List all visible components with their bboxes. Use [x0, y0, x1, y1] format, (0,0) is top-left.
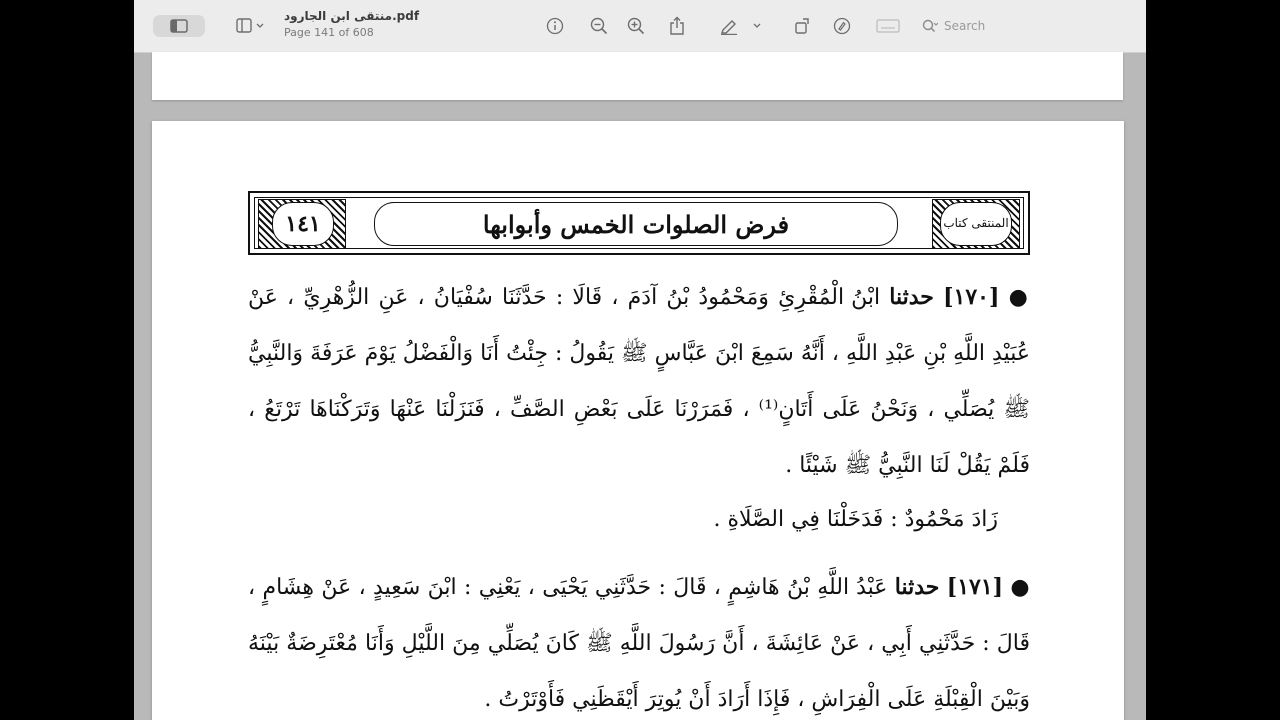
search-placeholder: Search	[944, 19, 986, 33]
share-button[interactable]	[666, 15, 688, 37]
rotate-button[interactable]	[791, 16, 813, 36]
toolbar	[134, 0, 1146, 53]
hadith-text: ابْنُ الْمُقْرِئِ وَمَحْمُودُ بْنُ آدَمَ ، قَالَا : حَدَّثَنَا سُفْيَانُ ، عَنِ الزُّهْرِيِّ ، عَنْ عُبَيْدِ اللَّهِ بْنِ عَبْدِ اللَّهِ ، أَنَّهُ سَمِعَ ابْنَ عَبَّاسٍ ﷺ يَقُولُ : جِئْتُ أَنَا وَالْفَضْلُ يَوْمَ عَرَفَةَ وَالنَّبِيُّ ﷺ يُصَلِّي ، وَنَحْنُ عَلَى أَتَانٍ⁽¹⁾ ، فَمَرَرْنَا عَلَى بَعْضِ الصَّفِّ ، فَنَزَلْنَا عَنْهَا وَتَرَكْنَاهَا تَرْتَعُ ، فَلَمْ يَقُلْ لَنَا النَّبِيُّ ﷺ شَيْئًا .	[248, 285, 1031, 478]
highlight-button[interactable]	[716, 16, 764, 36]
share-icon	[669, 16, 685, 36]
sidebar-toggle-button[interactable]	[153, 15, 205, 37]
addition-line: زَادَ مَحْمُودٌ : فَدَخَلْنَا فِي الصَّلَاةِ .	[713, 507, 998, 532]
markup-icon	[833, 17, 851, 35]
hadith-lead: حدثنا	[889, 284, 934, 310]
zoom-in-icon	[627, 17, 645, 35]
chevron-down-icon	[256, 23, 264, 29]
highlight-icon	[719, 17, 739, 35]
markup-button[interactable]	[831, 16, 853, 36]
previous-page	[152, 52, 1123, 100]
book-label: المنتقى كتاب	[940, 202, 1012, 246]
view-menu-button[interactable]	[230, 16, 270, 36]
hadith-number: [١٧٠]	[943, 284, 1000, 310]
signature-icon	[876, 18, 900, 34]
hadith-paragraph: ● [١٧١] حدثنا عَبْدُ اللَّهِ بْنُ هَاشِمٍ ، قَالَ : حَدَّثَنِي يَحْيَى ، يَعْنِي : ابْنَ سَعِيدٍ ، عَنْ هِشَامٍ ، قَالَ : حَدَّثَنِي أَبِي ، عَنْ عَائِشَةَ ، أَنَّ رَسُولَ اللَّهِ ﷺ كَانَ يُصَلِّي مِنَ اللَّيْلِ وَأَنَا مُعْتَرِضَةٌ بَيْنَهُ وَبَيْنَ الْقِبْلَةِ عَلَى الْفِرَاشِ ، فَإِذَا أَرَادَ أَنْ يُوتِرَ أَيْقَظَنِي فَأَوْتَرْتُ .	[248, 574, 1030, 712]
hadith-lead: حدثنا	[894, 574, 940, 600]
current-page	[152, 121, 1124, 720]
hadith-paragraph: ● [١٧٠] حدثنا ابْنُ الْمُقْرِئِ وَمَحْمُودُ بْنُ آدَمَ ، قَالَا : حَدَّثَنَا سُفْيَانُ ، عَنِ الزُّهْرِيِّ ، عَنْ عُبَيْدِ اللَّهِ بْنِ عَبْدِ اللَّهِ ، أَنَّهُ سَمِعَ ابْنَ عَبَّاسٍ ﷺ يَقُولُ : جِئْتُ أَنَا وَالْفَضْلُ يَوْمَ عَرَفَةَ وَالنَّبِيُّ ﷺ يُصَلِّي ، وَنَحْنُ عَلَى أَتَانٍ⁽¹⁾ ، فَمَرَرْنَا عَلَى بَعْضِ الصَّفِّ ، فَنَزَلْنَا عَنْهَا وَتَرَكْنَاهَا تَرْتَعُ ، فَلَمْ يَقُلْ لَنَا النَّبِيُّ ﷺ شَيْئًا .	[248, 284, 1031, 478]
page-number: ١٤١	[272, 202, 334, 246]
page-header-frame	[248, 191, 1030, 255]
pdf-viewer-window	[134, 0, 1146, 720]
page-indicator: Page 141 of 608	[284, 26, 374, 39]
hadith-number: [١٧١]	[946, 574, 1004, 600]
signature-button[interactable]	[874, 16, 902, 36]
search-field[interactable]	[922, 15, 1042, 37]
hadith-170	[248, 269, 1030, 494]
chapter-title: فرض الصلوات الخمس وأبوابها	[374, 202, 898, 246]
zoom-out-icon	[590, 17, 608, 35]
sidebar-icon	[170, 19, 188, 33]
view-icon	[236, 18, 256, 34]
info-button[interactable]	[544, 16, 566, 36]
hadith-171	[248, 559, 1030, 720]
hadith-text: عَبْدُ اللَّهِ بْنُ هَاشِمٍ ، قَالَ : حَدَّثَنِي يَحْيَى ، يَعْنِي : ابْنَ سَعِيدٍ ، عَنْ هِشَامٍ ، قَالَ : حَدَّثَنِي أَبِي ، عَنْ عَائِشَةَ ، أَنَّ رَسُولَ اللَّهِ ﷺ كَانَ يُصَلِّي مِنَ اللَّيْلِ وَأَنَا مُعْتَرِضَةٌ بَيْنَهُ وَبَيْنَ الْقِبْلَةِ عَلَى الْفِرَاشِ ، فَإِذَا أَرَادَ أَنْ يُوتِرَ أَيْقَظَنِي فَأَوْتَرْتُ .	[248, 575, 1030, 712]
zoom-in-button[interactable]	[625, 16, 647, 36]
rotate-icon	[793, 17, 811, 35]
zoom-out-button[interactable]	[588, 16, 610, 36]
search-icon	[922, 19, 938, 33]
info-icon	[546, 17, 564, 35]
document-title: منتقى ابن الجارود.pdf	[284, 9, 420, 23]
chevron-down-icon	[753, 23, 761, 29]
